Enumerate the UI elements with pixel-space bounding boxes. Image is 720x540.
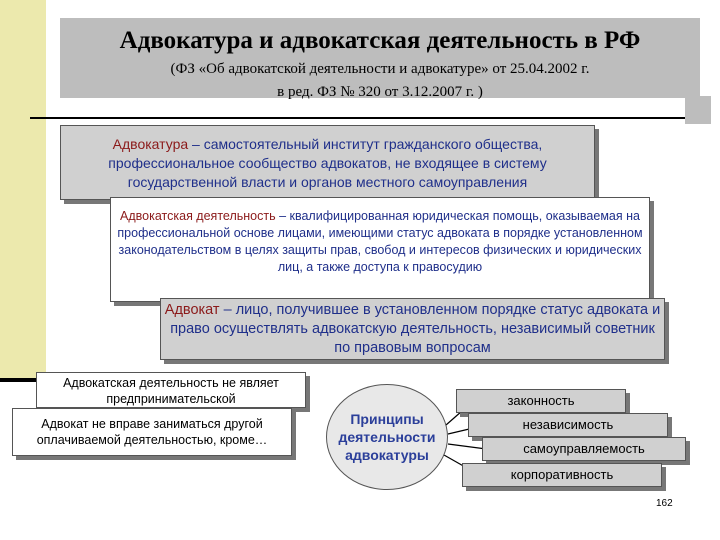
note-text: Адвокатская деятельность не являет предпринимательской (63, 376, 279, 406)
principles-label: Принципы деятельности адвокатуры (338, 411, 436, 463)
note-not-entrepreneurial (36, 372, 306, 408)
principle-nezavisimost (468, 413, 668, 437)
definition-term: Адвокат (164, 302, 220, 318)
definition-text: – самостоятельный институт гражданского общества, профессиональное сообщество адвокатов, не входящее в систему государственной власти и органов местного самоуправления (108, 136, 547, 190)
definition-text: – квалифицированная юридическая помощь, оказываемая на профессиональной основе лицами, имеющими статус адвоката в порядке установленном законодательством в целях защиты прав, свобод и интересов физических и юридических лиц, а также доступа к правосудию (117, 209, 643, 274)
page-number: 162 (656, 498, 673, 509)
principle-korporativnost (462, 463, 662, 487)
principle-samoupravlyaemost (482, 437, 686, 461)
definition-advokat (160, 298, 665, 360)
page-subtitle-line-1: (ФЗ «Об адвокатской деятельности и адвокатуре» от 25.04.2002 г. (170, 61, 590, 77)
principle-label: независимость (522, 417, 614, 432)
definition-text: – лицо, получившее в установленном порядке статус адвоката и право осуществлять адвокатскую деятельность, независимый советник по правовым вопросам (170, 302, 661, 356)
principles-circle (326, 384, 448, 490)
principle-label: самоуправляемость (523, 441, 645, 456)
note-text: Адвокат не вправе заниматься другой оплачиваемой деятельностью, кроме… (36, 417, 268, 447)
definition-advokatskaya-deyatelnost (110, 197, 650, 302)
title-divider (30, 117, 685, 119)
page-title: Адвокатура и адвокатская деятельность в РФ (119, 27, 641, 54)
principle-label: корпоративность (510, 467, 614, 482)
page-subtitle-line-2: в ред. ФЗ № 320 от 3.12.2007 г. ) (277, 84, 483, 100)
definition-term: Адвокатская деятельность (120, 209, 276, 223)
principle-label: законность (507, 393, 575, 408)
definition-term: Адвокатура (112, 136, 189, 152)
definition-advokatura (60, 125, 595, 200)
note-other-paid-activity (12, 408, 292, 456)
decorative-stripe (0, 0, 46, 380)
title-divider-accent (685, 96, 711, 124)
principle-zakonnost (456, 389, 626, 413)
title-box (60, 18, 700, 98)
